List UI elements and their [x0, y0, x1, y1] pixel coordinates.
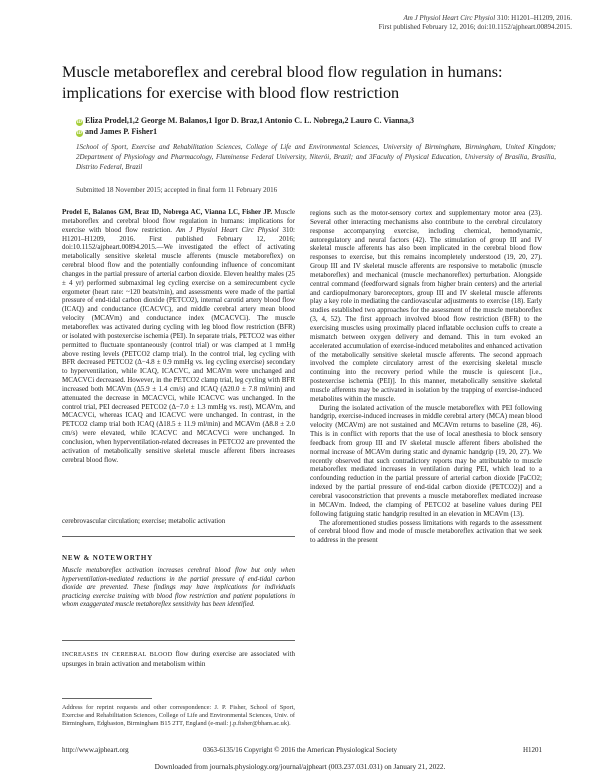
citation-title: Muscle metaboreflex and cerebral blood flow regulation in humans: implications for exercise with blood flow restriction.	[62, 208, 295, 234]
new-noteworthy-heading: NEW & NOTEWORTHY	[62, 554, 153, 562]
intro-left-text: flow during exercise are associated with upsurges in brain activation and metabolism within	[62, 650, 296, 668]
citation-authors: Prodel E, Balanos GM, Braz ID, Nobrega AC, Vianna LC, Fisher JP.	[62, 208, 273, 216]
published-line: First published February 12, 2016; doi:10.1152/ajpheart.00894.2015.	[378, 23, 572, 31]
keywords: cerebrovascular circulation; exercise; metabolic activation	[62, 517, 226, 525]
page-number: H1201	[522, 746, 542, 754]
download-notice: Downloaded from journals.physiology.org/journal/ajpheart (003.237.031.031) on January 21, 2022.	[154, 762, 446, 771]
journal-name: Am J Physiol Heart Circ Physiol	[403, 14, 496, 22]
journal-header	[172, 14, 572, 32]
affiliations: 1School of Sport, Exercise and Rehabilitation Sciences, College of Life and Environmental Sciences, University of Birmingham, Birmingham, United Kingdom; 2Department of Physiology and Pharmacology, Fluminense Federal University, Niterói, Brazil; and 3Faculty of Physical Education, University of Brasília, Brasília, Distrito Federal, Brazil	[76, 143, 556, 171]
author-list	[76, 115, 556, 137]
intro-paragraph-1: regions such as the motor-sensory cortex and supplementary motor area (23). Several other interacting mechanisms also contribute to the cerebral circulatory response accompanying exercise, including chemical, hemodynamic, autoregulatory and neural factors (42). The stimulation of group III and IV skeletal muscle afferents has also been implicated in the cerebral blood flow responses to exercise, but this remains incompletely understood (19, 20, 27). Group III and IV skeletal muscle afferents are responsive to metabolic (muscle metaboreflex) and mechanical (muscle mechanoreflex) perturbation. Alongside central command (feedforward signals from higher brain centers) and the arterial and cardiopulmonary baroreceptors, group III and IV skeletal muscle afferents play a key role in mediating the cardiovascular adjustments to exercise (18). Early studies established two approaches for the assessment of the muscle metaboreflex (3, 4, 52). The first approach involved blood flow restriction (BFR) to the exercising muscles using proximally placed inflatable occlusion cuffs to create a mismatch between oxygen delivery and demand. This in turn evoked an accelerated accumulation of exercise-induced metabolites and enhanced activation of the metabolically sensitive skeletal muscle afferents. The second approach involved the complete circulatory arrest of the exercising skeletal muscle continuing into the recovery period while the muscle is quiescent [i.e., postexercise ischemia (PEI)]. In this manner, metabolically sensitive skeletal muscle afferents may be activated in isolation by the trapping of exercise-induced metabolites within the muscle.	[310, 209, 542, 403]
citation-journal: Am J Physiol Heart Circ Physiol	[175, 225, 279, 234]
correspondence-footnote: Address for reprint requests and other correspondence: J. P. Fisher, School of Sport, Exercise and Rehabilitation Sciences, College of Life and Environmental Sciences, Univ. of Birmingham, Edgbaston, Birmingham B15 2TT, England (e-mail: j.p.fisher@bham.ac.uk).	[62, 704, 295, 727]
divider	[62, 640, 295, 641]
article-title: Muscle metaboreflex and cerebral blood flow regulation in humans: implications for exercise with blood flow restriction	[62, 63, 503, 102]
new-noteworthy-text: Muscle metaboreflex activation increases cerebral blood flow but only when hyperventilation-mediated reductions in the partial pressure of end-tidal carbon dioxide are prevented. These findings may have implications for individuals practicing exercise training with blood flow restriction and patient populations in whom exaggerated muscle metaboreflex sensitivity has been identified.	[62, 567, 295, 609]
journal-url-link[interactable]: http://www.ajpheart.org	[62, 746, 129, 754]
intro-right	[310, 209, 542, 545]
orcid-icon[interactable]: iD	[77, 131, 82, 136]
orcid-icon[interactable]: iD	[77, 120, 82, 125]
intro-paragraph-2: During the isolated activation of the muscle metaboreflex with PEI following handgrip, exercise-induced increases in middle cerebral artery (MCA) mean blood velocity (MCAVm) are not sustained and MCAVm returns to baseline (28, 46). This is in conflict with reports that the use of local anesthesia to block sensory feedback from group III and IV skeletal muscle afferent fibers abolished the normal increase of MCAVm during static and dynamic handgrip (19, 20, 27). We recently observed that such contradictory reports may be attributable to muscle metaboreflex mediated increases in ventilation during PEI, which lead to a confounding reduction in the partial pressure of arterial carbon dioxide [PaCO2; indexed by the partial pressure of end-tidal carbon dioxide (PETCO2)] and a cerebral vasoconstriction that prevents a muscle metaboreflex mediated increase in MCAVm. Indeed, the clamping of PETCO2 at baseline values during PEI following fatiguing static handgrip resulted in an elevation in MCAVm (13).	[310, 403, 542, 518]
submission-dates: Submitted 18 November 2015; accepted in final form 11 February 2016	[76, 186, 278, 194]
intro-paragraph-3: The aforementioned studies possess limitations with regards to the assessment of cerebral blood flow and mode of muscle metaboreflex activation that we seek to address in the present	[310, 518, 542, 545]
intro-lead: INCREASES IN CEREBRAL BLOOD	[62, 651, 173, 658]
authors-line-2: and James P. Fisher1	[85, 127, 158, 136]
abstract	[62, 208, 295, 464]
authors-line-1: Eliza Prodel,1,2 George M. Balanos,1 Igor D. Braz,1 Antonio C. L. Nobrega,2 Lauro C. Vianna,3	[85, 116, 414, 125]
divider	[62, 536, 295, 537]
journal-ref: 310: H1201–H1209, 2016.	[495, 14, 572, 22]
abstract-text: We investigated the effect of activating metabolically sensitive skeletal muscle afferents (muscle metaboreflex) on cerebral blood flow and the potentially confounding influence of concomitant changes in the partial pressure of arterial carbon dioxide. Eleven healthy males (25 ± 4 yr) performed submaximal leg cycling exercise on a semirecumbent cycle ergometer (heart rate: ~120 beats/min), and assessments were made of the partial pressure of end-tidal carbon dioxide (PETCO2), internal carotid artery blood flow (ICAQ) and conductance (ICACVC), and middle cerebral artery mean blood velocity (MCAVm) and conductance index (MCACVCi). The muscle metaboreflex was activated during cycling with leg blood flow restriction (BFR) or isolated with postexercise ischemia (PEI). In separate trials, PETCO2 was either permitted to fluctuate spontaneously (control trial) or was clamped at 1 mmHg above resting levels (PETCO2 clamp trial). In the control trial, leg cycling with BFR decreased PETCO2 (Δ−4.8 ± 0.9 mmHg vs. leg cycling exercise) secondary to hyperventilation, while ICAQ, ICACVC, and MCAVm were unchanged and MCACVCi decreased. However, in the PETCO2 clamp trial, leg cycling with BFR increased both MCAVm (Δ5.9 ± 1.4 cm/s) and ICAQ (Δ20.0 ± 7.8 ml/min) and attenuated the decrease in MCACVCi, while ICACVC was unchanged. In the control trial, PEI decreased PETCO2 (Δ−7.0 ± 1.3 mmHg vs. rest), MCAVm, and MCACVCi, whereas ICAQ and ICACVC were unchanged. In contrast, in the PETCO2 clamp trial both ICAQ (Δ18.5 ± 11.9 ml/min) and MCAVm (Δ8.8 ± 2.0 cm/s) were elevated, while ICACVC and MCACVCi were unchanged. In conclusion, when hyperventilation-related decreases in PETCO2 are prevented the activation of metabolically sensitive skeletal muscle afferent fibers increases cerebral blood flow.	[62, 243, 295, 464]
citation-rest: 310: H1201–H1209, 2016. First published February 12, 2016; doi:10.1152/ajpheart.00894.2015.—	[62, 225, 295, 252]
footnote-divider	[62, 698, 152, 699]
issn-copyright: 0363-6135/16 Copyright © 2016 the American Physiological Society	[202, 746, 398, 754]
intro-left	[62, 650, 295, 669]
